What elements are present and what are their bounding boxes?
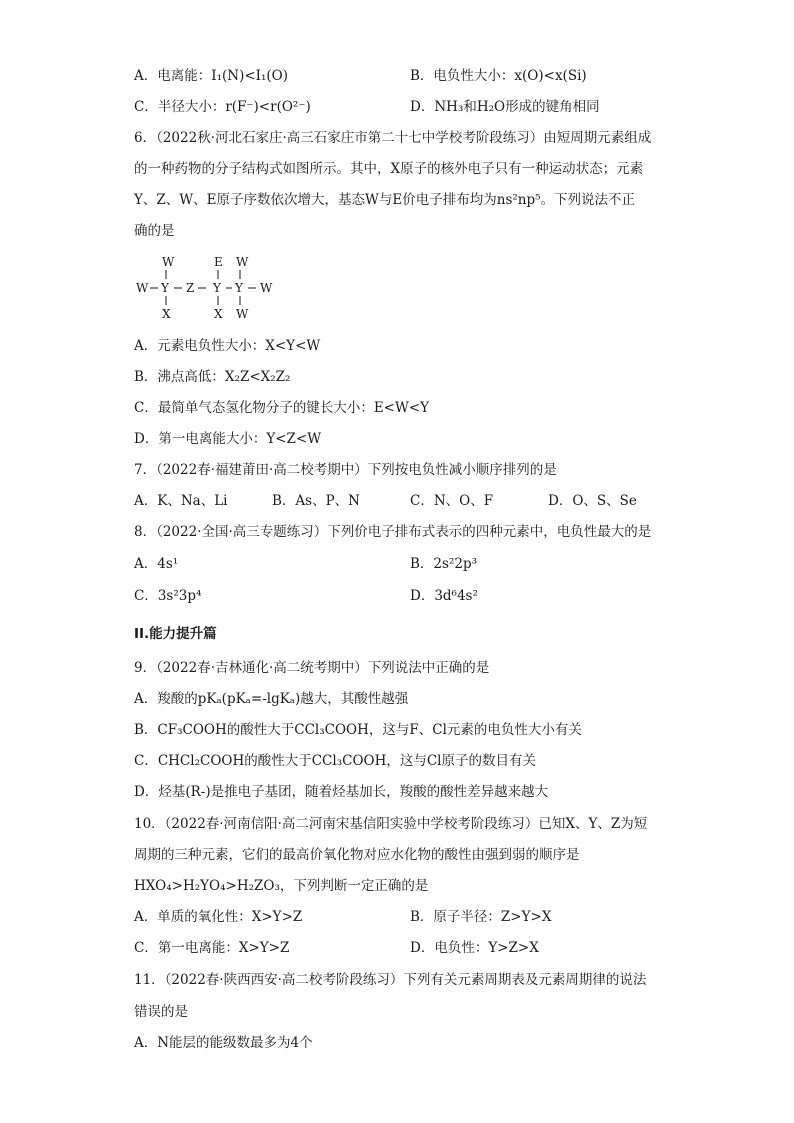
- q6-stem-line3: Y、Z、W、E原子序数依次增大，基态W与E价电子排布均为ns²np⁵。下列说法不正: [134, 192, 636, 208]
- q7-option-d: D．O、S、Se: [548, 493, 637, 509]
- q5-option-d: D．NH₃和H₂O形成的键角相同: [410, 99, 600, 115]
- atom-x-bottom2: X: [214, 307, 223, 321]
- q10-option-b: B．原子半径：Z>Y>X: [410, 909, 552, 925]
- q9-stem: 9．（2022春·吉林通化·高二统考期中）下列说法中正确的是: [134, 660, 490, 676]
- q6-option-b: B．沸点高低：X₂Z<X₂Z₂: [134, 369, 291, 385]
- atom-z: Z: [186, 281, 195, 295]
- q10-stem-line2: 周期的三种元素，它们的最高价氧化物对应水化物的酸性由强到弱的顺序是: [134, 847, 580, 863]
- atom-w-top1: W: [162, 255, 175, 269]
- q9-option-c: C．CHCl₂COOH的酸性大于CCl₃COOH，这与Cl原子的数目有关: [134, 753, 537, 769]
- q10-option-c: C．第一电离能：X>Y>Z: [134, 940, 290, 956]
- atom-w-top2: W: [236, 255, 249, 269]
- atom-y3: Y: [235, 281, 243, 295]
- atom-e-top: E: [214, 255, 223, 269]
- q10-option-a: A．单质的氧化性：X>Y>Z: [134, 909, 303, 925]
- q11-stem-line1: 11．（2022春·陕西西安·高二校考阶段练习）下列有关元素周期表及元素周期律的说法: [134, 972, 647, 988]
- q5-option-b: B．电负性大小：x(O)<x(Si): [410, 68, 587, 84]
- section-heading: II.能力提升篇: [134, 626, 217, 642]
- q8-stem: 8．（2022·全国·高三专题练习）下列价电子排布式表示的四种元素中，电负性最大的是: [134, 524, 652, 540]
- q11-stem-line2: 错误的是: [134, 1004, 188, 1020]
- q6-option-a: A．元素电负性大小：X<Y<W: [134, 338, 321, 354]
- q6-option-d: D．第一电离能大小：Y<Z<W: [134, 431, 322, 447]
- q10-option-d: D．电负性：Y>Z>X: [410, 940, 539, 956]
- q11-option-a: A．N能层的能级数最多为4个: [134, 1035, 313, 1051]
- q7-option-b: B．As、P、N: [272, 493, 360, 509]
- q7-option-c: C．N、O、F: [410, 493, 494, 509]
- q5-option-a: A．电离能：I₁(N)<I₁(O): [134, 68, 288, 84]
- q5-option-c: C．半径大小：r(F⁻)<r(O²⁻): [134, 99, 311, 115]
- atom-w-right: W: [260, 281, 273, 295]
- q6-stem-line2: 的一种药物的分子结构式如图所示。其中，X原子的核外电子只有一种运动状态；元素: [134, 161, 644, 177]
- q8-option-b: B．2s²2p³: [410, 556, 477, 572]
- molecule-structure-diagram: [134, 252, 294, 322]
- q7-stem: 7．（2022春·福建莆田·高二校考期中）下列按电负性减小顺序排列的是: [134, 462, 557, 478]
- q6-stem-line4: 确的是: [134, 223, 175, 239]
- q9-option-b: B．CF₃COOH的酸性大于CCl₃COOH，这与F、Cl元素的电负性大小有关: [134, 722, 582, 738]
- atom-y1: Y: [161, 281, 169, 295]
- atom-w-bottom: W: [236, 307, 249, 321]
- atom-x-bottom1: X: [162, 307, 171, 321]
- q9-option-a: A．羧酸的pKₐ(pKₐ=-lgKₐ)越大，其酸性越强: [134, 691, 409, 707]
- q8-option-a: A．4s¹: [134, 556, 179, 572]
- q6-stem-line1: 6．（2022秋·河北石家庄·高三石家庄市第二十七中学校考阶段练习）由短周期元素组成: [134, 130, 652, 146]
- q6-option-c: C．最简单气态氢化物分子的键长大小：E<W<Y: [134, 400, 430, 416]
- atom-w-left: W: [136, 281, 149, 295]
- atom-y2: Y: [213, 281, 221, 295]
- q10-stem-line3: HXO₄>H₂YO₄>H₂ZO₃，下列判断一定正确的是: [134, 878, 429, 894]
- q8-option-c: C．3s²3p⁴: [134, 588, 202, 604]
- q7-option-a: A．K、Na、Li: [134, 493, 228, 509]
- q9-option-d: D．烃基(R-)是推电子基团，随着烃基加长，羧酸的酸性差异越来越大: [134, 784, 549, 800]
- q10-stem-line1: 10．（2022春·河南信阳·高二河南宋基信阳实验中学校考阶段练习）已知X、Y、Z为短: [134, 816, 648, 832]
- q8-option-d: D．3d⁶4s²: [410, 588, 478, 604]
